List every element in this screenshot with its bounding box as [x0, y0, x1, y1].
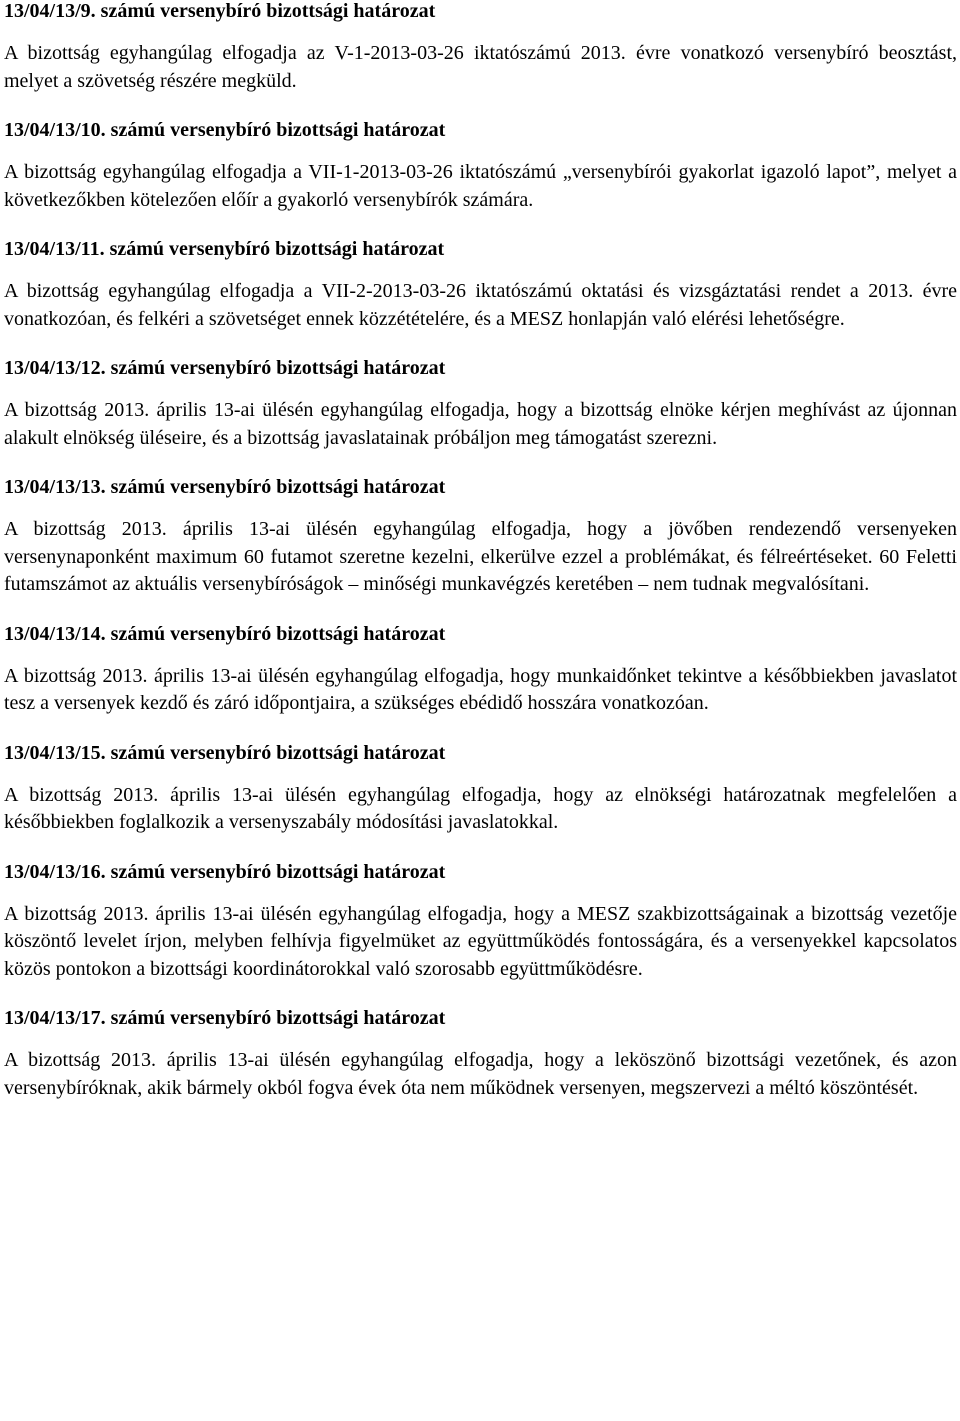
- resolution-body: A bizottság egyhangúlag elfogadja az V-1-2013-03-26 iktatószámú 2013. évre vonatkozó versenybíró beosztást, melyet a szövetség részére megküld.: [4, 42, 957, 92]
- resolution-13: [4, 474, 957, 599]
- resolution-17: [4, 1005, 957, 1102]
- resolution-body: A bizottság 2013. április 13-ai ülésén egyhangúlag elfogadja, hogy munkaidőnket tekintve a későbbiekben javaslatot tesz a versenyek kezdő és záró időpontjaira, a szükséges ebédidő hosszára vonatkozóan.: [4, 664, 957, 714]
- resolution-11: [4, 236, 957, 333]
- resolution-12: [4, 355, 957, 452]
- resolution-body: A bizottság 2013. április 13-ai ülésén egyhangúlag elfogadja, hogy a MESZ szakbizottságainak a bizottság vezetője köszöntő levelet írjon, melyben felhívja figyelmüket az együttműködés fontosságára, és a versenyekkel kapcsolatos közös pontokon a bizottsági koordinátorokkal való szorosabb együttműködésre.: [4, 902, 957, 980]
- resolution-heading: 13/04/13/14. számú versenybíró bizottsági határozat: [4, 622, 446, 645]
- resolution-body: A bizottság 2013. április 13-ai ülésén egyhangúlag elfogadja, hogy a bizottság elnöke kérjen meghívást az újonnan alakult elnökség üléseire, és a bizottság javaslatainak próbáljon meg támogatást szerezni.: [4, 399, 957, 449]
- resolution-heading: 13/04/13/15. számú versenybíró bizottsági határozat: [4, 741, 446, 764]
- resolution-heading: 13/04/13/12. számú versenybíró bizottsági határozat: [4, 357, 446, 379]
- resolution-heading: 13/04/13/13. számú versenybíró bizottsági határozat: [4, 476, 446, 498]
- resolution-heading: 13/04/13/10. számú versenybíró bizottsági határozat: [4, 119, 446, 141]
- resolution-body: A bizottság egyhangúlag elfogadja a VII-1-2013-03-26 iktatószámú „versenybírói gyakorlat igazoló lapot”, melyet a következőkben kötelezően előír a gyakorló versenybírók számára.: [4, 161, 957, 211]
- resolution-body: A bizottság egyhangúlag elfogadja a VII-2-2013-03-26 iktatószámú oktatási és vizsgáztatási rendet a 2013. évre vonatkozóan, és felkéri a szövetséget ennek közzétételére, és a MESZ honlapján való elérési lehetőségre.: [4, 280, 957, 330]
- resolution-body: A bizottság 2013. április 13-ai ülésén egyhangúlag elfogadja, hogy a leköszönő bizottsági vezetőnek, és azon versenybíróknak, akik bármely okból fogva évek óta nem működnek versenyen, megszervezi a méltó köszöntését.: [4, 1049, 957, 1099]
- resolution-15: [4, 740, 957, 837]
- resolution-16: [4, 859, 957, 984]
- resolution-heading: 13/04/13/9. számú versenybíró bizottsági határozat: [4, 0, 436, 22]
- resolution-body: A bizottság 2013. április 13-ai ülésén egyhangúlag elfogadja, hogy az elnökségi határozatnak megfelelően a későbbiekben foglalkozik a versenyszabály módosítási javaslatokkal.: [4, 783, 957, 833]
- resolution-heading: 13/04/13/17. számú versenybíró bizottsági határozat: [4, 1007, 446, 1029]
- resolution-14: [4, 621, 957, 718]
- resolution-heading: 13/04/13/11. számú versenybíró bizottsági határozat: [4, 238, 445, 260]
- resolution-10: [4, 117, 957, 214]
- resolution-body: A bizottság 2013. április 13-ai ülésén egyhangúlag elfogadja, hogy a jövőben rendezendő versenyeken versenynaponként maximum 60 futamot szeretne kezelni, elkerülve ezzel a problémákat, és félreértéseket. 60 Feletti futamszámot az aktuális versenybíróságok – minőségi munkavégzés keretében – nem tudnak megvalósítani.: [4, 518, 957, 595]
- resolution-9: [4, 0, 957, 95]
- resolution-heading: 13/04/13/16. számú versenybíró bizottsági határozat: [4, 860, 446, 883]
